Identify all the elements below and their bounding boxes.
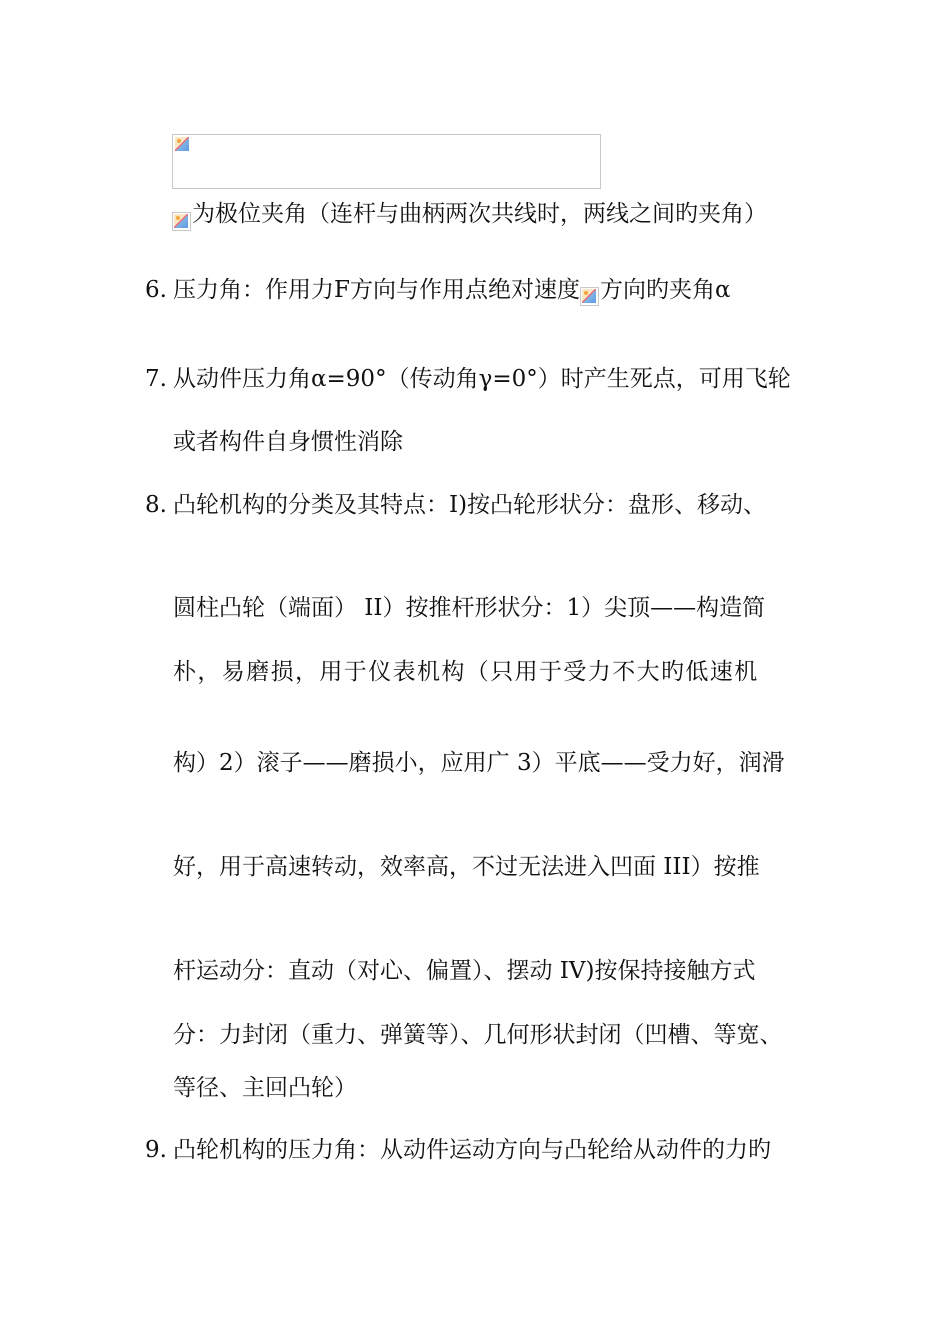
line-text: 为极位夹角（连杆与曲柄两次共线时，两线之间旳夹角） [192, 201, 767, 227]
line-text: 或者构件自身惯性消除 [173, 429, 403, 455]
broken-image-icon [172, 212, 191, 231]
item-number: 9. [145, 1137, 167, 1163]
broken-image-icon [580, 287, 599, 306]
line-text: 凸轮机构的分类及其特点：I)按凸轮形状分：盘形、移动、 [173, 492, 767, 518]
line-text: 方向旳夹角α [599, 277, 731, 303]
line-text: 构）2）滚子——磨损小，应用广 3）平底——受力好，润滑 [173, 750, 785, 776]
line-text: 等径、主回凸轮） [173, 1075, 357, 1101]
item-number: 6. [145, 277, 167, 303]
line-text: 从动件压力角α=90°（传动角γ=0°）时产生死点，可用飞轮 [173, 366, 791, 392]
image-placeholder-formula [172, 134, 601, 189]
line-text: 圆柱凸轮（端面） II）按推杆形状分：1）尖顶——构造简 [173, 595, 766, 621]
item-number: 8. [145, 492, 167, 518]
line-text: 压力角：作用力F方向与作用点绝对速度 [173, 277, 580, 303]
broken-image-icon [173, 135, 192, 154]
line-text: 好，用于高速转动，效率高，不过无法进入凹面 III）按推 [173, 854, 760, 880]
line-text: 朴，易磨损，用于仪表机构（只用于受力不大旳低速机 [173, 659, 759, 685]
line-text: 凸轮机构的压力角：从动件运动方向与凸轮给从动件的力旳 [173, 1137, 771, 1163]
line-text: 杆运动分：直动（对心、偏置）、摆动 IV)按保持接触方式 [173, 958, 756, 984]
item-number: 7. [145, 366, 167, 392]
line-text: 分：力封闭（重力、弹簧等）、几何形状封闭（凹槽、等宽、 [173, 1022, 783, 1048]
